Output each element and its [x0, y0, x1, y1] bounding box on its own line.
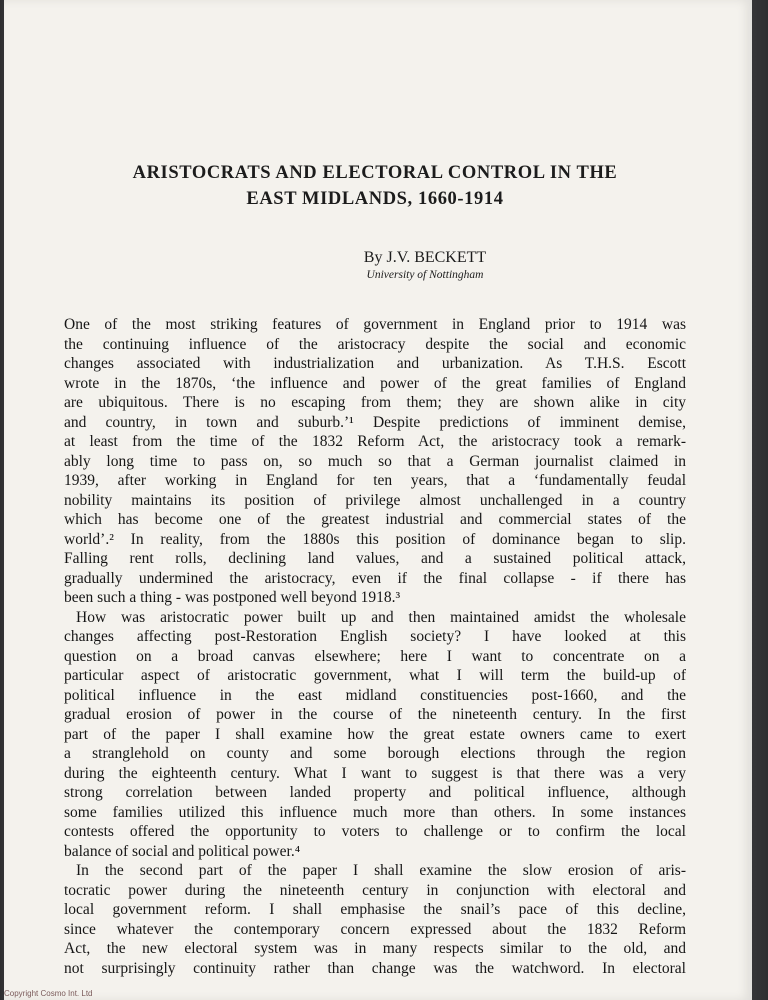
- copyright-notice: Copyright Cosmo Int. Ltd: [4, 989, 93, 998]
- body-line: strong correlation between landed property and political influence, although: [64, 784, 686, 801]
- body-line: part of the paper I shall examine how the great estate owners came to exert: [64, 725, 686, 743]
- body-line: nobility maintains its position of privilege almost unchallenged in a country: [64, 491, 686, 509]
- body-line: changes associated with industrialization and urbanization. As T.H.S. Escott: [64, 355, 686, 372]
- body-line: during the eighteenth century. What I want to suggest is that there was a very: [64, 764, 686, 782]
- body-line: One of the most striking features of government in England prior to 1914 was: [64, 316, 686, 333]
- body-line: ably long time to pass on, so much so that a German journalist claimed in: [64, 452, 686, 470]
- byline: [52, 248, 698, 283]
- body-line: Act, the new electoral system was in many respects similar to the old, and: [64, 940, 686, 957]
- article-title: [52, 160, 698, 212]
- body-line: gradually undermined the aristocracy, even if the final collapse - if there has: [64, 569, 686, 587]
- body-line: at least from the time of the 1832 Reform Act, the aristocracy took a remark-: [64, 433, 686, 450]
- body-line: are ubiquitous. There is no escaping from them; they are shown alike in city: [64, 394, 686, 411]
- article-title-line-1: ARISTOCRATS AND ELECTORAL CONTROL IN THE: [132, 163, 618, 183]
- body-line: changes affecting post-Restoration English society? I have looked at this: [64, 628, 686, 645]
- body-line: Falling rent rolls, declining land values, and a sustained political attack,: [64, 550, 686, 567]
- body-line: 1939, after working in England for ten years, that a ‘fundamentally feudal: [64, 472, 686, 489]
- article-title-line-2: EAST MIDLANDS, 1660-1914: [246, 189, 504, 209]
- body-line: world’.² In reality, from the 1880s this position of dominance began to slip.: [64, 530, 686, 548]
- body-line: some families utilized this influence much more than others. In some instances: [64, 803, 686, 821]
- body-line: particular aspect of aristocratic government, what I will term the build-up of: [64, 667, 686, 684]
- body-line: and country, in town and suburb.’¹ Despite predictions of imminent demise,: [64, 413, 686, 431]
- body-line: How was aristocratic power built up and then maintained amidst the wholesale: [76, 608, 686, 626]
- author-affiliation: University of Nottingham: [366, 269, 484, 281]
- body-line: local government reform. I shall emphasise the snail’s pace of this decline,: [64, 901, 686, 918]
- body-line: not surprisingly continuity rather than change was the watchword. In electoral: [64, 959, 686, 977]
- body-line: which has become one of the greatest industrial and commercial states of the: [64, 511, 686, 528]
- body-line: question on a broad canvas elsewhere; here I want to concentrate on a: [64, 647, 686, 665]
- body-line: a stranglehold on county and some borough elections through the region: [64, 745, 686, 762]
- body-line: political influence in the east midland constituencies post-1660, and the: [64, 686, 686, 704]
- body-line: wrote in the 1870s, ‘the influence and power of the great families of England: [64, 374, 686, 392]
- body-line: In the second part of the paper I shall examine the slow erosion of aris-: [76, 862, 686, 879]
- author-name: By J.V. BECKETT: [363, 249, 487, 266]
- body-line: the continuing influence of the aristocracy despite the social and economic: [64, 335, 686, 353]
- body-line: been such a thing - was postponed well beyond 1918.³: [64, 589, 401, 606]
- article-body: [64, 315, 686, 978]
- body-line: tocratic power during the nineteenth century in conjunction with electoral and: [64, 881, 686, 899]
- body-line: balance of social and political power.⁴: [64, 842, 301, 860]
- body-line: gradual erosion of power in the course of the nineteenth century. In the first: [64, 706, 686, 723]
- body-line: since whatever the contemporary concern expressed about the 1832 Reform: [64, 920, 686, 938]
- body-line: contests offered the opportunity to voters to challenge or to confirm the local: [64, 823, 686, 840]
